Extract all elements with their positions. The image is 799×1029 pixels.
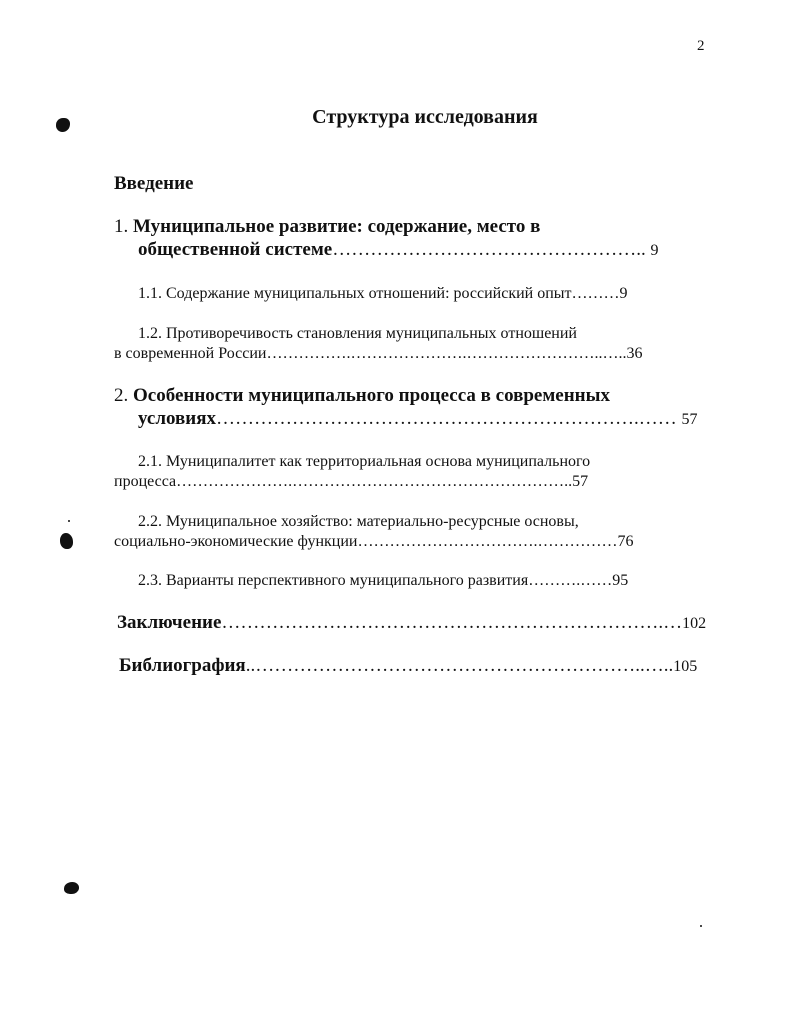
scan-speck-1 [68, 520, 70, 522]
toc-section-2-1-line2 [114, 473, 588, 491]
toc-section-1-1-leader: ……… [571, 285, 620, 302]
page-number: 2 [697, 38, 705, 54]
toc-section-2-2-page: 76 [617, 533, 634, 550]
toc-chapter-2-leader: ………………………………………………………….…… [216, 408, 677, 429]
toc-section-2-2-line2 [114, 533, 634, 551]
toc-chapter-2-number: 2. [114, 385, 129, 406]
toc-section-1-1-page: 9 [619, 285, 628, 302]
toc-intro: Введение [114, 173, 194, 194]
toc-bibliography [119, 655, 697, 677]
toc-chapter-2-title: Особенности муниципального процесса в современных [133, 385, 610, 406]
toc-section-2-1-line1: 2.1. Муниципалитет как территориальная основа муниципального [138, 453, 591, 470]
toc-section-1-2-line2 [114, 345, 642, 363]
toc-section-1-1 [138, 285, 628, 303]
toc-chapter-1-number: 1. [114, 216, 129, 237]
toc-chapter-2-line1 [114, 385, 610, 407]
toc-chapter-1-page: 9 [650, 242, 659, 259]
toc-conclusion [117, 612, 706, 634]
toc-section-1-1-title: 1.1. Содержание муниципальных отношений: российский опыт [138, 285, 572, 302]
toc-chapter-2-title-cont: условиях [138, 408, 217, 429]
toc-section-2-2-line1: 2.2. Муниципальное хозяйство: материально-ресурсные основы, [138, 513, 579, 530]
page-title: Структура исследования [312, 106, 538, 128]
toc-section-2-3-leader: ……….…… [528, 572, 613, 589]
toc-section-2-2-title-cont: социально-экономические функции [114, 533, 358, 550]
toc-section-1-2-line1: 1.2. Противоречивость становления муниципальных отношений [138, 325, 577, 342]
toc-section-1-2-title-cont: в современной России [114, 345, 267, 362]
scan-mark-middle [60, 533, 73, 549]
scan-mark-bottom [64, 882, 79, 894]
toc-chapter-1-title: Муниципальное развитие: содержание, место в [133, 216, 541, 237]
toc-chapter-2-line2 [138, 408, 698, 430]
toc-section-2-3-title: 2.3. Варианты перспективного муниципального развития [138, 572, 529, 589]
toc-chapter-1-line2 [138, 239, 658, 261]
toc-section-2-3-page: 95 [612, 572, 629, 589]
toc-chapter-2-page: 57 [681, 411, 698, 428]
toc-chapter-1-line1 [114, 216, 540, 238]
toc-chapter-1-leader: ………………………………………….. [332, 239, 646, 260]
scan-speck-2 [700, 925, 702, 927]
toc-section-2-3 [138, 572, 628, 590]
scan-mark-top [56, 118, 70, 132]
toc-section-1-2-leader: …………….………………….……………………..….. [266, 345, 627, 362]
toc-bibliography-page: 105 [673, 658, 698, 675]
toc-section-2-1-leader: ………………….…………………………………………….. [176, 473, 573, 490]
toc-section-2-1-page: 57 [572, 473, 589, 490]
toc-bibliography-leader: ..……………………………………………………..….. [245, 655, 674, 676]
toc-conclusion-leader: …………………………………………………………….… [221, 612, 683, 633]
toc-bibliography-title: Библиография [119, 655, 246, 676]
toc-conclusion-title: Заключение [117, 612, 222, 633]
toc-section-2-1-title-cont: процесса [114, 473, 177, 490]
toc-chapter-1-title-cont: общественной системе [138, 239, 333, 260]
toc-section-2-2-leader: …………………………….…………… [357, 533, 618, 550]
toc-conclusion-page: 102 [682, 615, 707, 632]
toc-section-1-2-page: 36 [626, 345, 643, 362]
